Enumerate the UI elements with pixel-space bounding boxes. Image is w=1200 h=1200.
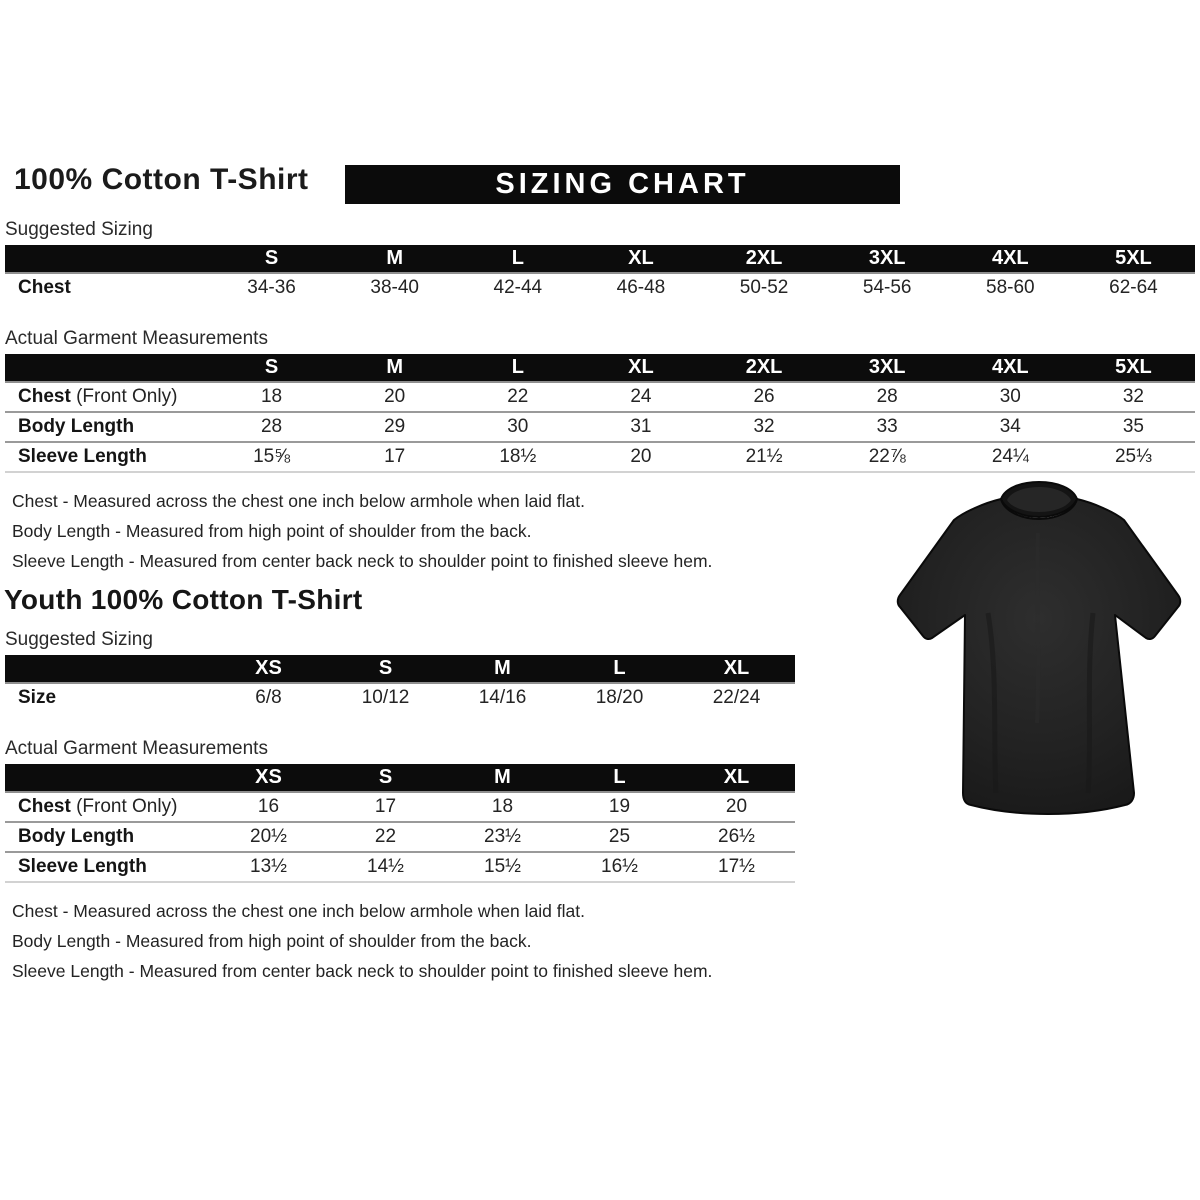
youth-actual-measurements-label: Actual Garment Measurements: [5, 738, 268, 759]
adult-actual-header-row: [5, 354, 1195, 383]
header-spacer: [5, 655, 210, 682]
size-column-header: 3XL: [868, 247, 906, 269]
size-column-header: XL: [723, 657, 750, 679]
table-cell: 22: [374, 826, 397, 847]
adult-suggested-table: [5, 245, 1195, 302]
table-row-sleeve-length: [5, 853, 795, 883]
table-cell: 20: [725, 796, 748, 817]
table-cell: 17: [374, 796, 397, 817]
table-row-body-length: [5, 413, 1195, 443]
table-cell: 16: [257, 796, 280, 817]
row-label-cell: [5, 823, 210, 851]
size-column-header: S: [264, 247, 279, 269]
table-cell: 17: [384, 446, 406, 467]
size-column-header: L: [511, 356, 524, 378]
size-column-header: L: [613, 766, 626, 788]
size-column-header: M: [386, 356, 404, 378]
table-cell: 38-40: [370, 277, 419, 298]
note-chest: Chest - Measured across the chest one inch below armhole when laid flat.: [12, 491, 585, 511]
table-cell: 17½: [718, 856, 755, 877]
size-column-header: L: [511, 247, 524, 269]
size-column-header: S: [264, 356, 279, 378]
table-cell: 25⅓: [1114, 446, 1152, 467]
table-cell: 34: [999, 416, 1021, 437]
table-cell: 18: [260, 386, 283, 407]
size-column-header: L: [613, 657, 626, 679]
row-label: Body Length: [18, 416, 135, 437]
header-row: [0, 163, 1200, 209]
table-row-chest: [5, 383, 1195, 413]
table-cell: 24: [630, 386, 652, 407]
row-label-cell: [5, 443, 210, 471]
size-column-header: 3XL: [868, 356, 906, 378]
table-row-chest: [5, 274, 1195, 302]
size-column-header: 2XL: [745, 356, 783, 378]
row-label: Sleeve Length: [18, 856, 147, 877]
table-cell: 18½: [499, 446, 537, 467]
table-cell: 24¼: [991, 446, 1029, 467]
table-cell: 18/20: [595, 687, 644, 708]
row-label: Size: [18, 687, 57, 708]
size-column-header: M: [494, 766, 511, 788]
table-cell: 35: [1122, 416, 1144, 437]
youth-actual-header-row: [5, 764, 795, 793]
table-cell: 22⅞: [868, 446, 906, 467]
table-cell: 26: [753, 386, 775, 407]
table-cell: 30: [507, 416, 529, 437]
row-label: Body Length: [18, 826, 135, 847]
adult-suggested-header-row: [5, 245, 1195, 274]
adult-actual-measurements-label: Actual Garment Measurements: [5, 328, 268, 349]
row-label-cell: [5, 684, 210, 712]
table-cell: 22: [507, 386, 529, 407]
note-sleeve-length: Sleeve Length - Measured from center back neck to shoulder point to finished sleeve hem.: [12, 961, 713, 981]
table-cell: 28: [260, 416, 283, 437]
row-label-suffix: (Front Only): [70, 796, 178, 817]
table-cell: 20½: [250, 826, 287, 847]
size-column-header: XS: [255, 657, 282, 679]
table-cell: 6/8: [255, 687, 282, 708]
size-column-header: S: [378, 766, 393, 788]
size-column-header: XL: [628, 356, 654, 378]
youth-suggested-header-row: [5, 655, 795, 684]
note-body-length: Body Length - Measured from high point of shoulder from the back.: [12, 521, 532, 541]
row-label-cell: [5, 853, 210, 881]
size-column-header: XL: [628, 247, 654, 269]
table-cell: 28: [876, 386, 898, 407]
size-column-header: 4XL: [991, 356, 1029, 378]
row-label-suffix: (Front Only): [70, 386, 178, 407]
note-body-length: Body Length - Measured from high point of shoulder from the back.: [12, 931, 532, 951]
sizing-chart-banner: SIZING CHART: [345, 165, 900, 204]
size-column-header: 5XL: [1115, 356, 1152, 378]
youth-section-title: Youth 100% Cotton T-Shirt: [4, 584, 363, 615]
table-cell: 34-36: [247, 277, 296, 298]
table-cell: 16½: [601, 856, 638, 877]
note-chest: Chest - Measured across the chest one inch below armhole when laid flat.: [12, 901, 585, 921]
page-title: 100% Cotton T-Shirt: [14, 163, 309, 196]
table-cell: 50-52: [739, 277, 789, 298]
size-column-header: XL: [723, 766, 750, 788]
table-cell: 22/24: [712, 687, 761, 708]
table-cell: 25: [608, 826, 631, 847]
size-column-header: 4XL: [991, 247, 1029, 269]
row-label-cell: [5, 413, 210, 441]
note-sleeve-length: Sleeve Length - Measured from center back neck to shoulder point to finished sleeve hem.: [12, 551, 713, 571]
size-column-header: 2XL: [745, 247, 783, 269]
tshirt-image: [888, 463, 1190, 837]
youth-suggested-sizing-label: Suggested Sizing: [5, 629, 153, 650]
header-spacer: [5, 354, 210, 381]
row-label-cell: [5, 274, 210, 302]
table-cell: 10/12: [361, 687, 410, 708]
table-cell: 62-64: [1109, 277, 1158, 298]
youth-suggested-table: [5, 655, 795, 712]
header-spacer: [5, 245, 210, 272]
table-cell: 23½: [484, 826, 521, 847]
table-cell: 29: [384, 416, 406, 437]
adult-actual-table: [5, 354, 1195, 473]
size-column-header: XS: [255, 766, 282, 788]
table-row-body-length: [5, 823, 795, 853]
tshirt-graphic: [888, 463, 1190, 837]
youth-actual-table: [5, 764, 795, 883]
table-cell: 19: [608, 796, 631, 817]
table-cell: 30: [999, 386, 1021, 407]
table-cell: 20: [384, 386, 406, 407]
size-column-header: 5XL: [1115, 247, 1152, 269]
header-spacer: [5, 764, 210, 791]
table-cell: 14/16: [478, 687, 527, 708]
row-label: Chest: [18, 277, 71, 298]
table-cell: 58-60: [986, 277, 1035, 298]
table-cell: 54-56: [862, 277, 912, 298]
row-label-cell: [5, 793, 210, 821]
size-column-header: M: [494, 657, 511, 679]
size-column-header: S: [378, 657, 393, 679]
table-cell: 13½: [250, 856, 287, 877]
row-label: Chest: [18, 796, 71, 817]
row-label: Sleeve Length: [18, 446, 147, 467]
table-cell: 32: [753, 416, 775, 437]
adult-suggested-sizing-label: Suggested Sizing: [5, 219, 153, 240]
table-cell: 31: [630, 416, 652, 437]
table-cell: 21½: [745, 446, 783, 467]
table-cell: 33: [876, 416, 898, 437]
row-label-cell: [5, 383, 210, 411]
table-cell: 14½: [367, 856, 404, 877]
table-cell: 46-48: [616, 277, 666, 298]
table-cell: 32: [1122, 386, 1144, 407]
table-cell: 42-44: [493, 277, 543, 298]
table-row-size: [5, 684, 795, 712]
table-cell: 15½: [484, 856, 521, 877]
table-row-chest: [5, 793, 795, 823]
table-cell: 20: [630, 446, 652, 467]
table-cell: 18: [491, 796, 514, 817]
row-label: Chest: [18, 386, 71, 407]
size-column-header: M: [386, 247, 404, 269]
table-cell: 15⅝: [253, 446, 291, 467]
youth-measurement-notes: [12, 896, 1200, 986]
table-cell: 26½: [718, 826, 755, 847]
